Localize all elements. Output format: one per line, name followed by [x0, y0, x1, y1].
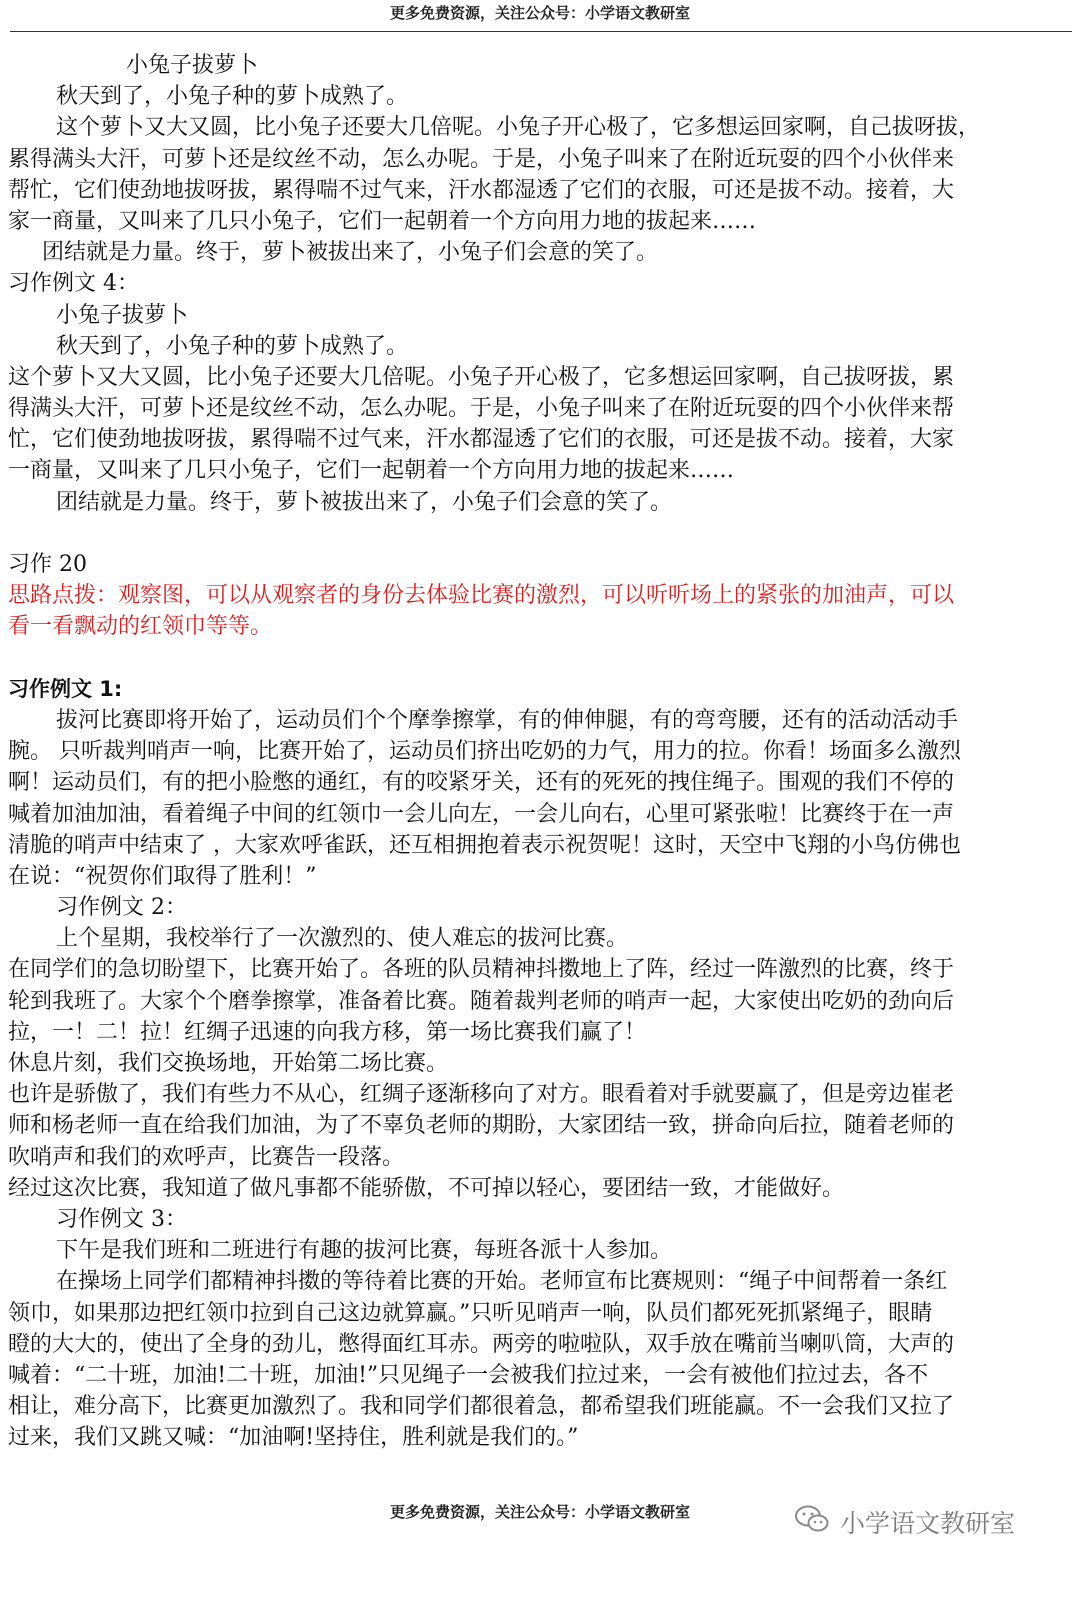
paragraph-line: 休息片刻，我们交换场地，开始第二场比赛。	[8, 1051, 449, 1076]
section-heading: 习作例文 4：	[8, 271, 139, 297]
section-heading: 习作例文 2：	[56, 895, 187, 921]
page-footer: 更多免费资源，关注公众号：小学语文教研室	[389, 1503, 690, 1521]
page-header: 更多免费资源，关注公众号：小学语文教研室	[389, 4, 690, 22]
section-heading: 习作 20	[8, 552, 87, 577]
paragraph-line: 相让，难分高下，比赛更加激烈了。我和同学们都很着急，都希望我们班能赢。不一会我们又拉了	[8, 1394, 955, 1420]
paragraph-line: 啊！运动员们，有的把小脸憋的通红，有的咬紧牙关，还有的死死的拽住绳子。围观的我们不停的	[8, 770, 955, 796]
paragraph-line: 团结就是力量。终于，萝卜被拔出来了，小兔子们会意的笑了。	[56, 489, 673, 515]
blank-line	[8, 643, 1068, 674]
essay-title: 小兔子拔萝卜	[56, 302, 189, 328]
paragraph-line: 累得满头大汗，可萝卜还是纹丝不动，怎么办呢。于是，小兔子叫来了在附近玩耍的四个小伙伴来	[8, 146, 955, 172]
paragraph-line: 吹哨声和我们的欢呼声，比赛告一段落。	[8, 1144, 405, 1170]
paragraph-line: 经过这次比赛，我知道了做凡事都不能骄傲，不可掉以轻心，要团结一致，才能做好。	[8, 1175, 845, 1201]
paragraph-line: 瞪的大大的，使出了全身的劲儿，憋得面红耳赤。两旁的啦啦队，双手放在嘴前当喇叭筒，大声的	[8, 1331, 955, 1357]
paragraph-line: 师和杨老师一直在给我们加油，为了不辜负老师的期盼，大家团结一致，拼命向后拉，随着老师的	[8, 1113, 955, 1139]
blank-line	[8, 518, 1068, 549]
paragraph-line: 清脆的哨声中结束了 ，大家欢呼雀跃，还互相拥抱着表示祝贺呢！这时，天空中飞翔的小鸟仿佛也	[8, 832, 961, 858]
paragraph-line: 秋天到了，小兔子种的萝卜成熟了。	[56, 333, 409, 359]
paragraph-line: 也许是骄傲了，我们有些力不从心，红绸子逐渐移向了对方。眼看着对手就要赢了，但是旁边崔老	[8, 1082, 955, 1108]
wechat-icon	[794, 1504, 840, 1540]
paragraph-line: 喊着加油加油，看着绳子中间的红领巾一会儿向左，一会儿向右，心里可紧张啦！比赛终于在一声	[8, 801, 955, 827]
paragraph-line: 拉，一！二！拉！红绸子迅速的向我方移，第一场比赛我们赢了！	[8, 1019, 647, 1045]
paragraph-line: 家一商量，又叫来了几只小兔子，它们一起朝着一个方向用力地的拔起来……	[8, 208, 757, 234]
paragraph-line: 秋天到了，小兔子种的萝卜成熟了。	[56, 84, 409, 110]
paragraph-line: 一商量，又叫来了几只小兔子，它们一起朝着一个方向用力地的拔起来……	[8, 458, 735, 484]
paragraph-line: 忙，它们使劲地拔呀拔，累得喘不过气来，汗水都湿透了它们的衣服，可还是拔不动。接着，大家	[8, 427, 955, 453]
paragraph-line: 轮到我班了。大家个个磨拳擦掌，准备着比赛。随着裁判老师的哨声一起，大家使出吃奶的劲向后	[8, 988, 955, 1014]
paragraph-line: 喊着：“二十班，加油!二十班，加油!”只见绳子一会被我们拉过来，一会有被他们拉过去，各不	[8, 1362, 929, 1388]
paragraph-line: 拔河比赛即将开始了，运动员们个个摩拳擦掌，有的伸伸腿，有的弯弯腰，还有的活动活动手	[56, 707, 959, 733]
paragraph-line: 在操场上同学们都精神抖擞的等待着比赛的开始。老师宣布比赛规则：“绳子中间帮着一条红	[56, 1269, 948, 1295]
header-divider	[10, 31, 1072, 32]
paragraph-line: 上个星期，我校举行了一次激烈的、使人难忘的拔河比赛。	[56, 926, 629, 952]
section-heading: 习作例文 3：	[56, 1206, 187, 1232]
paragraph-line: 这个萝卜又大又圆，比小兔子还要大几倍呢。小兔子开心极了，它多想运回家啊，自己拔呀拔，累	[8, 364, 955, 390]
wechat-watermark	[794, 1502, 1015, 1542]
hint-line: 思路点拨：观察图，可以从观察者的身份去体验比赛的激烈，可以听听场上的紧张的加油声，可以	[8, 583, 955, 609]
paragraph-line: 在说：“祝贺你们取得了胜利！”	[8, 863, 317, 889]
paragraph-line: 在同学们的急切盼望下，比赛开始了。各班的队员精神抖擞地上了阵，经过一阵激烈的比赛，终于	[8, 957, 955, 983]
paragraph-line: 帮忙，它们使劲地拔呀拔，累得喘不过气来，汗水都湿透了它们的衣服，可还是拔不动。接着，大	[8, 177, 955, 203]
document-body	[8, 50, 1068, 1453]
essay-title: 小兔子拔萝卜	[126, 53, 259, 78]
paragraph-line: 过来，我们又跳又喊：“加油啊!坚持住，胜利就是我们的。”	[8, 1425, 579, 1451]
paragraph-line: 这个萝卜又大又圆，比小兔子还要大几倍呢。小兔子开心极了，它多想运回家啊，自己拔呀拔，	[56, 115, 981, 141]
paragraph-line: 团结就是力量。终于，萝卜被拔出来了，小兔子们会意的笑了。	[42, 240, 659, 266]
paragraph-line: 得满头大汗，可萝卜还是纹丝不动，怎么办呢。于是，小兔子叫来了在附近玩耍的四个小伙伴来帮	[8, 396, 955, 422]
watermark-label: 小学语文教研室	[840, 1509, 1016, 1538]
hint-line: 看一看飘动的红领巾等等。	[8, 614, 273, 640]
paragraph-line: 下午是我们班和二班进行有趣的拔河比赛，每班各派十人参加。	[56, 1238, 673, 1264]
section-heading: 习作例文 1:	[8, 676, 123, 701]
paragraph-line: 腕。 只听裁判哨声一响，比赛开始了，运动员们挤出吃奶的力气，用力的拉。你看！场面多么激烈	[8, 739, 961, 765]
paragraph-line: 领巾，如果那边把红领巾拉到自己这边就算赢。”只听见哨声一响，队员们都死死抓紧绳子，眼睛	[8, 1300, 933, 1326]
